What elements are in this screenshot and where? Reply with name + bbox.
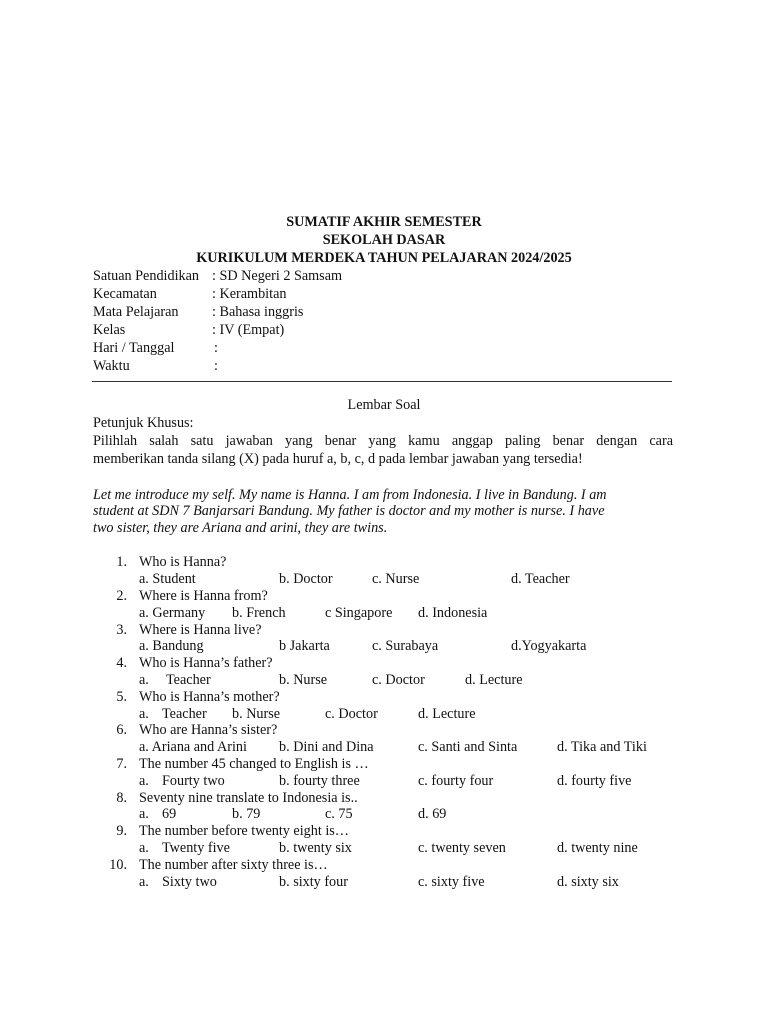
- answer-option: b. Nurse: [279, 672, 328, 688]
- question-text: Seventy nine translate to Indonesia is..: [139, 790, 358, 806]
- answer-option: a. Ariana and Arini: [139, 739, 247, 755]
- option-letter: a.: [139, 806, 149, 822]
- answer-option: c. fourty four: [418, 773, 494, 789]
- question-number: 5.: [116, 689, 127, 705]
- answer-option: Twenty five: [162, 840, 230, 856]
- info-label: Waktu: [93, 358, 130, 374]
- info-value: : IV (Empat): [212, 322, 285, 338]
- answer-option: c. sixty five: [418, 874, 485, 890]
- info-value: :: [214, 358, 218, 374]
- question-text: The number before twenty eight is…: [139, 823, 349, 839]
- answer-option: Teacher: [162, 706, 207, 722]
- passage-line: Let me introduce my self. My name is Hanna. I am from Indonesia. I live in Bandung. I am: [93, 487, 607, 503]
- info-label: Kelas: [93, 322, 126, 338]
- answer-option: d. Tika and Tiki: [557, 739, 647, 755]
- question-text: The number 45 changed to English is …: [139, 756, 369, 772]
- question-text: Who is Hanna’s father?: [139, 655, 273, 671]
- answer-option: d. twenty nine: [557, 840, 638, 856]
- answer-option: b. Doctor: [279, 571, 333, 587]
- info-label: Hari / Tanggal: [93, 340, 175, 356]
- question-number: 10.: [109, 857, 127, 873]
- instructions-text: memberikan tanda silang (X) pada huruf a, b, c, d pada lembar jawaban yang tersedia!: [93, 451, 583, 467]
- header-divider: [92, 381, 672, 382]
- answer-option: c. Nurse: [372, 571, 420, 587]
- answer-option: Fourty two: [162, 773, 225, 789]
- info-value: : Bahasa inggris: [212, 304, 304, 320]
- instructions-heading: Petunjuk Khusus:: [93, 415, 194, 431]
- question-number: 8.: [116, 790, 127, 806]
- answer-option: d. Teacher: [511, 571, 570, 587]
- option-letter: a.: [139, 672, 149, 688]
- answer-option: b. fourty three: [279, 773, 360, 789]
- answer-option: c. Surabaya: [372, 638, 439, 654]
- question-number: 3.: [116, 622, 127, 638]
- answer-option: a. Germany: [139, 605, 206, 621]
- answer-option: d. 69: [418, 806, 447, 822]
- question-number: 9.: [116, 823, 127, 839]
- option-letter: a.: [139, 706, 149, 722]
- instructions-text: Pilihlah salah satu jawaban yang benar yang kamu anggap paling benar dengan cara: [93, 433, 673, 449]
- answer-option: c. Doctor: [372, 672, 425, 688]
- answer-option: a. Bandung: [139, 638, 204, 654]
- answer-option: d.Yogyakarta: [511, 638, 587, 654]
- answer-option: c. Santi and Sinta: [418, 739, 518, 755]
- question-text: Who is Hanna’s mother?: [139, 689, 280, 705]
- answer-option: b Jakarta: [279, 638, 330, 654]
- info-label: Satuan Pendidikan: [93, 268, 199, 284]
- question-number: 2.: [116, 588, 127, 604]
- info-label: Mata Pelajaran: [93, 304, 179, 320]
- info-value: :: [214, 340, 218, 356]
- answer-option: b. 79: [232, 806, 261, 822]
- answer-option: Teacher: [166, 672, 211, 688]
- answer-option: b. sixty four: [279, 874, 348, 890]
- option-letter: a.: [139, 840, 149, 856]
- answer-option: b. French: [232, 605, 286, 621]
- passage-line: student at SDN 7 Banjarsari Bandung. My father is doctor and my mother is nurse. I have: [93, 503, 605, 519]
- option-letter: a.: [139, 773, 149, 789]
- answer-option: b. twenty six: [279, 840, 352, 856]
- exam-title: SUMATIF AKHIR SEMESTER: [286, 214, 482, 230]
- school-level-title: SEKOLAH DASAR: [322, 232, 446, 248]
- curriculum-title: KURIKULUM MERDEKA TAHUN PELAJARAN 2024/2025: [196, 250, 572, 266]
- answer-option: b. Dini and Dina: [279, 739, 374, 755]
- answer-option: d. Indonesia: [418, 605, 488, 621]
- question-text: Who are Hanna’s sister?: [139, 722, 278, 738]
- question-text: Who is Hanna?: [139, 554, 227, 570]
- question-text: Where is Hanna from?: [139, 588, 268, 604]
- answer-option: c. 75: [325, 806, 353, 822]
- answer-option: b. Nurse: [232, 706, 281, 722]
- answer-option: d. sixty six: [557, 874, 619, 890]
- question-text: Where is Hanna live?: [139, 622, 262, 638]
- question-number: 1.: [116, 554, 127, 570]
- question-number: 7.: [116, 756, 127, 772]
- answer-option: d. fourty five: [557, 773, 632, 789]
- section-title: Lembar Soal: [347, 397, 421, 413]
- answer-option: Sixty two: [162, 874, 217, 890]
- answer-option: d. Lecture: [418, 706, 476, 722]
- answer-option: c Singapore: [325, 605, 393, 621]
- question-text: The number after sixty three is…: [139, 857, 328, 873]
- info-value: : SD Negeri 2 Samsam: [212, 268, 343, 284]
- option-letter: a.: [139, 874, 149, 890]
- question-number: 6.: [116, 722, 127, 738]
- answer-option: c. Doctor: [325, 706, 378, 722]
- info-label: Kecamatan: [93, 286, 157, 302]
- info-value: : Kerambitan: [212, 286, 287, 302]
- passage-line: two sister, they are Ariana and arini, they are twins.: [93, 520, 388, 536]
- question-number: 4.: [116, 655, 127, 671]
- answer-option: d. Lecture: [465, 672, 523, 688]
- answer-option: 69: [162, 806, 177, 822]
- answer-option: c. twenty seven: [418, 840, 506, 856]
- answer-option: a. Student: [139, 571, 196, 587]
